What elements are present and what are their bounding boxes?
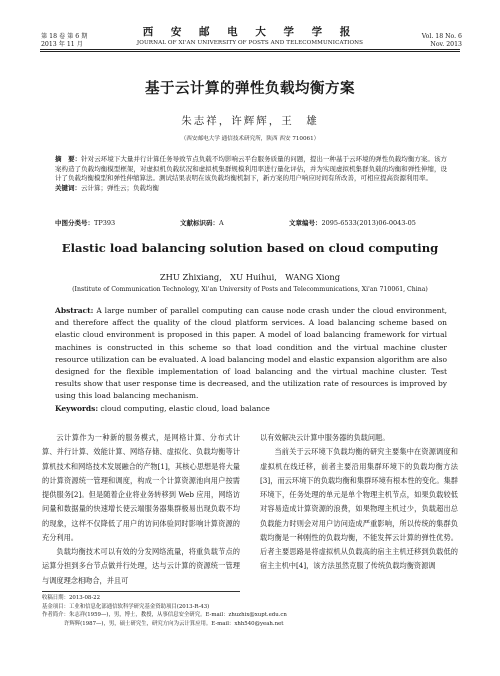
article-no-value: 2095-6533(2013)06-0043-05: [321, 219, 416, 227]
header-rule-bottom: [40, 51, 460, 52]
article-no-label: 文章编号：: [289, 219, 322, 227]
affiliation-cn: （西安邮电大学 通信技术研究所，陕西 西安 710061）: [180, 136, 320, 142]
body-paragraph: 负载均衡技术可以有效的分发网络流量，将重负载节点的运算分担到多台节点做并行处理，达与云计算的资源统一管理与调度理念相吻合，并且可: [42, 547, 240, 585]
abstract-cn-block: [55, 155, 447, 193]
footnote-rule: [42, 591, 240, 592]
journal-name-cn: 西 安 邮 电 大 学 学 报: [142, 26, 358, 38]
footnote-received: 收稿日期：2013-08-22: [42, 595, 101, 601]
body-paragraph: 以有效解决云计算中服务器的负载问题。: [260, 433, 390, 442]
body-column-left: [42, 431, 240, 588]
keywords-cn-text: 云计算；弹性云；负载均衡: [81, 183, 159, 192]
clc-label: 中图分类号：: [55, 219, 94, 227]
doc-code-label: 文献标识码：: [180, 219, 219, 227]
date-en: Nov. 2013: [430, 41, 462, 48]
issue-cn: 第 18 卷 第 6 期: [41, 33, 88, 40]
body-paragraph: 云计算作为一种新的服务模式，是网格计算、分布式计算、并行计算、效能计算、网络存储、虚拟化、负载均衡等计算机技术和网络技术发展融合的产物[1]，其核心思想是将大量的计算资源统一管理和调度，构成一个计算资源池向用户按需提供服务[2]。但是随着企业将业务转移到 Web 应用，网络访问量和数据量的快速增长使云端服务器集群极易出现负载不均的现象，这样不仅降低了用户的访问体验同时影响计算资源的充分利用。: [42, 433, 240, 542]
header-center: [130, 26, 370, 47]
paper-title-cn: 基于云计算的弹性负载均衡方案: [145, 80, 355, 97]
keywords-en-label: Keywords:: [55, 403, 99, 413]
body-column-right: [260, 431, 458, 574]
footnotes: [42, 594, 462, 628]
keywords-en-text: cloud computing, elastic cloud, load balance: [98, 403, 270, 413]
footnote-fund: 基金项目：工业和信息化部通信软科学研究基金资助项目(2013-R-43): [42, 603, 210, 610]
journal-name-en: JOURNAL OF XI'AN UNIVERSITY OF POSTS AND TELECOMMUNICATIONS: [136, 40, 364, 46]
clc-field: [55, 219, 115, 228]
authors-en: ZHU Zhixiang, XU Huihui, WANG Xiong: [159, 272, 341, 282]
header-rule-top: [40, 49, 460, 50]
doc-code-value: A: [219, 219, 224, 227]
abstract-en-text: A large number of parallel computing can cause node crash under the cloud environment, and therefore affect the quality of the cloud platform services. A load balancing scheme based on elastic cloud environment is proposed in this paper. A model of load balancing framework for virtual machines is constructed in this scheme so that load condition and the virtual machine cluster resource utilization can be evaluated. A load balancing model and elastic expansion algorithm are also designed for the flexible implementation of load balancing and the virtual machine cluster. Test results show that user response time is decreased, and the utilization rate of resources is improved by using this load balancing mechanism.: [55, 306, 447, 401]
body-paragraph: 当前关于云环境下负载均衡的研究主要集中在资源调度和虚拟机在线迁移，前者主要沿用集群环境下的负载均衡方法[3]，而云环境下的负载均衡和集群环境有根本性的变化。集群环境下，任务处理的单元是单个物理主机节点，如果负载较低对容易造成计算资源的浪费，如果物理主机过少，负载超出总负载能力时则会对用户访问造成严重影响，所以传统的集群负载均衡是一种刚性的负载均衡，不能发挥云计算的弹性优势。后者主要思路是将虚拟机从负载高的宿主主机迁移到负载低的宿主主机中[4]，该方法虽然克服了传统负载均衡资源调: [260, 447, 458, 571]
keywords-cn-label: 关键词：: [55, 183, 81, 192]
article-no-field: [289, 219, 416, 228]
header-left: [41, 33, 87, 49]
abstract-cn-label: 摘 要：: [55, 155, 82, 163]
volume-en: Vol. 18 No. 6: [421, 33, 462, 40]
doc-code-field: [180, 219, 224, 228]
paper-title-en: Elastic load balancing solution based on cloud computing: [61, 241, 439, 255]
footnote-author1: 作者简介：朱志祥(1959—)，男，博士，教授，从事信息安全研究。E-mail：zhuzhix@xupt.edu.cn: [42, 612, 287, 619]
header-right: [422, 33, 462, 49]
affiliation-en: (Institute of Communication Technology, Xi'an University of Posts and Telecommunications, Xi'an 710061, China): [72, 286, 428, 293]
abstract-en-block: [55, 305, 447, 415]
abstract-cn-text: 针对云环境下大量并行计算任务导致节点负载不均影响云平台服务质量的问题，提出一种基于云环境的弹性负载均衡方案。该方案构造了负载均衡模型框架，对虚拟机负载状况和虚拟机集群规模利用率进行量化评估，并为实现虚拟机集群负载的均衡和弹性伸缩，设计了负载均衡模型和弹性伸缩算法。测试结果表明在该负载均衡机制下，新方案的用户响应时间有所改善，可相应提高资源利用率。: [55, 155, 448, 183]
authors-cn: 朱志祥，许辉辉，王 雄: [181, 115, 319, 127]
abstract-en-label: Abstract:: [55, 306, 94, 315]
clc-value: TP393: [94, 219, 116, 227]
date-cn: 2013 年 11 月: [41, 41, 83, 48]
footnote-author2: 许辉辉(1987—)，男，硕士研究生，研究方向为云计算应用。E-mail：xhh540@yeah.net: [64, 620, 284, 627]
